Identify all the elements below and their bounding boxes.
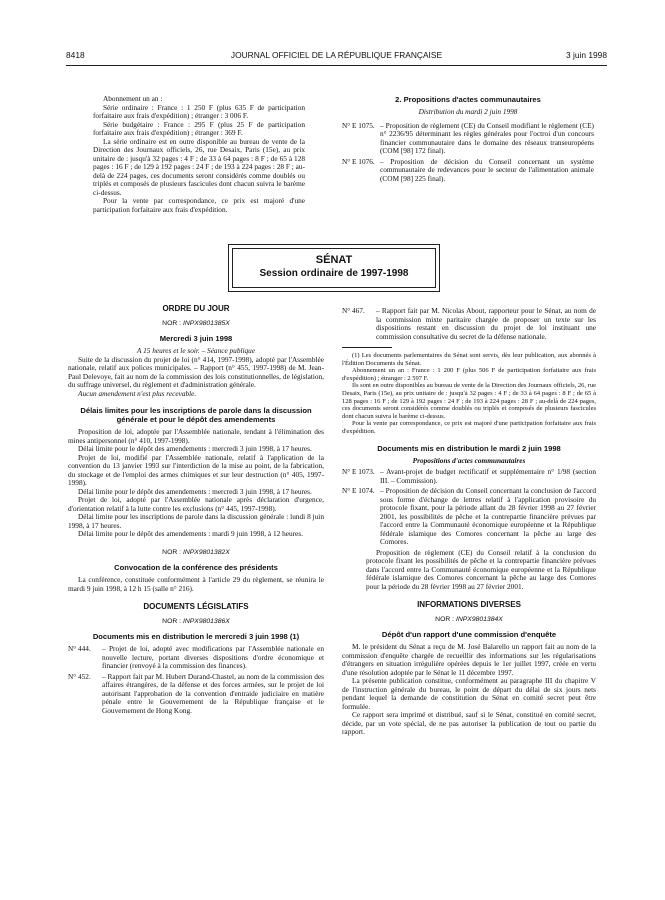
list-item xyxy=(342,158,594,184)
item-number: N° 452. xyxy=(68,671,91,681)
footnote xyxy=(342,352,596,436)
senat-title: SÉNAT xyxy=(315,254,353,266)
ordre-du-jour-heading: ORDRE DU JOUR xyxy=(162,304,230,313)
delais-deadline: Délai limite pour le dépôt des amendements : mardi 9 juin 1998, à 12 heures. xyxy=(78,529,303,538)
distribution-heading: Documents mis en distribution le mercredi 3 juin 1998 (1) xyxy=(92,632,300,641)
issue-date: 3 juin 1998 xyxy=(566,50,607,60)
item-text: – Avant-projet de budget rectificatif et supplémentaire n° 1/98 (section III. – Commission). xyxy=(380,467,596,485)
delais-deadline: Délai limite pour le dépôt des amendements : mercredi 3 juin 1998, à 17 heures. xyxy=(78,486,312,496)
footnote-paragraph: (1) Les documents parlementaires du Sénat sont servis, dès leur publication, aux abonnés à l'Édition Documents du Sénat. xyxy=(342,352,596,367)
item-text: – Proposition de règlement (CE) du Conseil modifiant le règlement (CE) n° 2236/95 déterminant les règles générales pour l'octroi d'un concours financier communautaire dans le domaine des réseaux transeuropéens (COM [98] 172 final). xyxy=(380,120,594,155)
item-number: N° 467. xyxy=(342,306,365,315)
item-number: N° E 1073. xyxy=(342,467,375,477)
date-heading: Mercredi 3 juin 1998 xyxy=(159,334,233,343)
seance-line: A 15 heures et le soir. – Séance publique xyxy=(136,346,256,355)
item-text: – Rapport fait par M. Nicolas About, rapporteur pour le Sénat, au nom de la commission mixte paritaire chargée de proposer un texte sur les dispositions restant en discussion du projet de loi instituant une commission consultative du secret de la défense nationale. xyxy=(376,306,596,341)
enquete-heading: Dépôt d'un rapport d'une commission d'enquête xyxy=(381,630,557,640)
subscription-pricing: La série ordinaire est en outre disponible au bureau de vente de la Direction des Journaux officiels, 26, rue Desaix, Paris (15e), au prix unitaire de : jusqu'à 32 pages : 4 F ; de 33 à 64 pages : 8 F ; de 65 à 128 pages : 16 F ; de 129 à 192 pages : 24 F ; de 193 à 224 pages : 28 F ; au-delà de 224 pages, ces documents seront considérés comme doublés ou triplés et composés de plusieurs fascicules dont chacun suivra le barème ci-dessus. xyxy=(93,136,305,197)
subscription-block xyxy=(93,95,305,214)
regulation-paragraph: Proposition de règlement (CE) du Conseil relatif à la conclusion du protocole fixant les possibilités de pêche et la contrepartie financière prévues dans l'accord entre la Communauté économique européenne et la République fédérale islamique des Comores concernant la pêche au large des Comores pour la période du 28 février 1998 au 27 février 2001. xyxy=(366,547,596,591)
enquete-paragraph: Ce rapport sera imprimé et distribué, sauf si le Sénat, constitué en comité secret, décide, par un vote spécial, de ne pas autoriser la publication de tout ou partie du rapport. xyxy=(342,710,596,737)
item-number: N° E 1076. xyxy=(342,156,375,166)
nor-reference: NOR : INPX9801386X xyxy=(162,617,230,625)
delais-deadline: Délai limite pour le dépôt des amendements : mercredi 3 juin 1998, à 17 heures. xyxy=(78,444,312,453)
nor-reference: NOR : INPX9801384X xyxy=(435,615,503,623)
agenda-paragraph: Suite de la discussion du projet de loi (n° 414, 1997-1998), adopté par l'Assemblée nationale, relatif aux polices municipales. – Rapport (n° 455, 1997-1998) de M. Jean-Paul Delevoye, fait au nom de la commission des lois constitutionnelles, de législation, du suffrage universel, du règlement et d'administration générale. xyxy=(68,354,324,389)
delais-paragraph: Proposition de loi, adoptée par l'Assemblée nationale, tendant à l'élimination des mines antipersonnel (n° 410, 1997-1998). xyxy=(68,427,324,445)
page-header xyxy=(66,50,607,64)
enquete-paragraph: La présente publication constitue, conformément au paragraphe III du chapitre V de l'instruction générale du bureau, le point de départ du délai de six jours nets pendant lequel la demande de constitution du Sénat en comité secret peut être formulée. xyxy=(342,676,596,711)
informations-heading: INFORMATIONS DIVERSES xyxy=(417,600,521,610)
list-item xyxy=(68,673,324,716)
list-item xyxy=(68,645,324,671)
footnote-paragraph: Ils sont en outre disponibles au bureau de vente de la Direction des Journaux officiels, 26, rue Desaix, Paris (15e), au prix unitaire de : jusqu'à 32 pages : 4 F ; de 33 à 64 pages : 8 F ; de 65 à 128 pages : 16 F ; de 129 à 192 pages : 24 F ; de 193 à 224 pages : 28 F ; au-delà de 224 pages, ces documents seront considérés comme doublés ou triplés et composés de plusieurs fascicules dont chacun suivra le barème ci-dessus. xyxy=(342,382,596,420)
documents-legislatifs-heading: DOCUMENTS LÉGISLATIFS xyxy=(143,602,249,611)
subscription-shipping: Pour la vente par correspondance, ce prix est majoré d'une participation forfaitaire aux frais d'expédition. xyxy=(93,196,305,214)
convocation-paragraph: La conférence, constituée conformément à l'article 29 du règlement, se réunira le mardi 9 juin 1998, à 12 h 15 (salle n° 216). xyxy=(68,575,324,593)
item-number: N° 444. xyxy=(68,644,91,653)
subscription-serie-budgetaire: Série budgétaire : France : 295 F (plus 25 F de participation forfaitaire aux frais d'expédition) ; étranger : 369 F. xyxy=(93,119,305,137)
section-heading: 2. Propositions d'actes communautaires xyxy=(395,95,541,104)
left-column xyxy=(68,305,324,717)
delais-paragraph: Projet de loi, modifié par l'Assemblée nationale, relatif à l'application de la convention du 13 janvier 1993 sur l'interdiction de la mise au point, de la fabrication, du stockage et de l'emploi des armes chimiques et sur leur destruction (n° 405, 1997-1998). xyxy=(68,452,324,487)
amendment-notice: Aucun amendement n'est plus recevable. xyxy=(78,388,197,398)
item-text: – Projet de loi, adopté avec modifications par l'Assemblée nationale en nouvelle lecture, portant diverses dispositions d'ordre économique et financier (renvoyé à la commission des finances). xyxy=(102,644,324,670)
community-acts-block xyxy=(342,95,594,185)
item-text: – Proposition de décision du Conseil concernant un système communautaire de redevances pour le secteur de l'alimentation animale (COM [98] 225 final). xyxy=(380,156,594,183)
journal-title: JOURNAL OFFICIEL DE LA RÉPUBLIQUE FRANÇAISE xyxy=(230,50,443,60)
list-item xyxy=(342,487,596,547)
distribution-heading: Documents mis en distribution le mardi 2 juin 1998 xyxy=(377,443,561,453)
delais-heading: Délais limites pour les inscriptions de parole dans la discussion générale et pour le dépôt des amendements xyxy=(80,406,312,424)
nor-reference: NOR : INPX9801385X xyxy=(162,319,230,327)
list-item xyxy=(342,122,594,156)
footnote-rule xyxy=(342,347,392,348)
right-column xyxy=(342,305,596,737)
nor-reference: NOR : INPX9801382X xyxy=(162,548,230,556)
delais-paragraph: Projet de loi, adopté par l'Assemblée nationale après déclaration d'urgence, d'orientation relatif à la lutte contre les exclusions (n° 445, 1997-1998). xyxy=(68,495,324,513)
section-subheading: Distribution du mardi 2 juin 1998 xyxy=(418,107,518,116)
enquete-paragraph: M. le président du Sénat a reçu de M. José Balarello un rapport fait au nom de la commission d'enquête chargée de recueillir des informations sur les régularisations d'étrangers en situation irrégulière opérées depuis le 1er juillet 1997, créée en vertu d'une résolution adoptée par le Sénat le 11 décembre 1997. xyxy=(342,642,596,677)
list-item xyxy=(342,307,596,341)
footnote-paragraph: Abonnement un an : France : 1 200 F (plus 506 F de participation forfaitaire aux frais d'expédition) ; étranger : 2 597 F. xyxy=(342,367,596,382)
convocation-heading: Convocation de la conférence des présidents xyxy=(114,563,278,572)
subscription-serie-ordinaire: Série ordinaire : France : 1 250 F (plus 635 F de participation forfaitaire aux frais d'expédition) ; étranger : 3 006 F. xyxy=(93,102,305,120)
header-rule xyxy=(66,65,607,66)
subscription-title: Abonnement un an : xyxy=(103,94,163,103)
page-number: 8418 xyxy=(66,50,85,60)
footnote-paragraph: Pour la vente par correspondance, ce prix est majoré d'une participation forfaitaire aux frais d'expédition. xyxy=(342,420,596,435)
item-number: N° E 1075. xyxy=(342,120,375,130)
list-item xyxy=(342,468,596,485)
community-acts-subheading: Propositions d'actes communautaires xyxy=(412,455,526,465)
item-text: – Proposition de décision du Conseil concernant la conclusion de l'accord sous forme d'échange de lettres relatif à l'application provisoire du protocole fixant, pour la période allant du 28 février 1998 au 27 février 2001, les possibilités de pêche et la contrepartie financière prévues par l'accord entre la Communauté économique européenne et la République fédérale islamique des Comores concernant la pêche au large des Comores. xyxy=(380,486,596,547)
senat-title-box xyxy=(228,244,440,292)
item-text: – Rapport fait par M. Hubert Durand-Chastel, au nom de la commission des affaires étrangères, de la défense et des forces armées, sur le projet de loi autorisant l'approbation de la convention d'entraide judiciaire en matière pénale entre le Gouvernement de la République française et le Gouvernement de Hong Kong. xyxy=(102,671,324,715)
item-number: N° E 1074. xyxy=(342,486,375,496)
session-title: Session ordinaire de 1997-1998 xyxy=(259,268,409,279)
delais-deadline: Délai limite pour les inscriptions de parole dans la discussion générale : lundi 8 juin 1998, à 17 heures. xyxy=(68,512,324,530)
